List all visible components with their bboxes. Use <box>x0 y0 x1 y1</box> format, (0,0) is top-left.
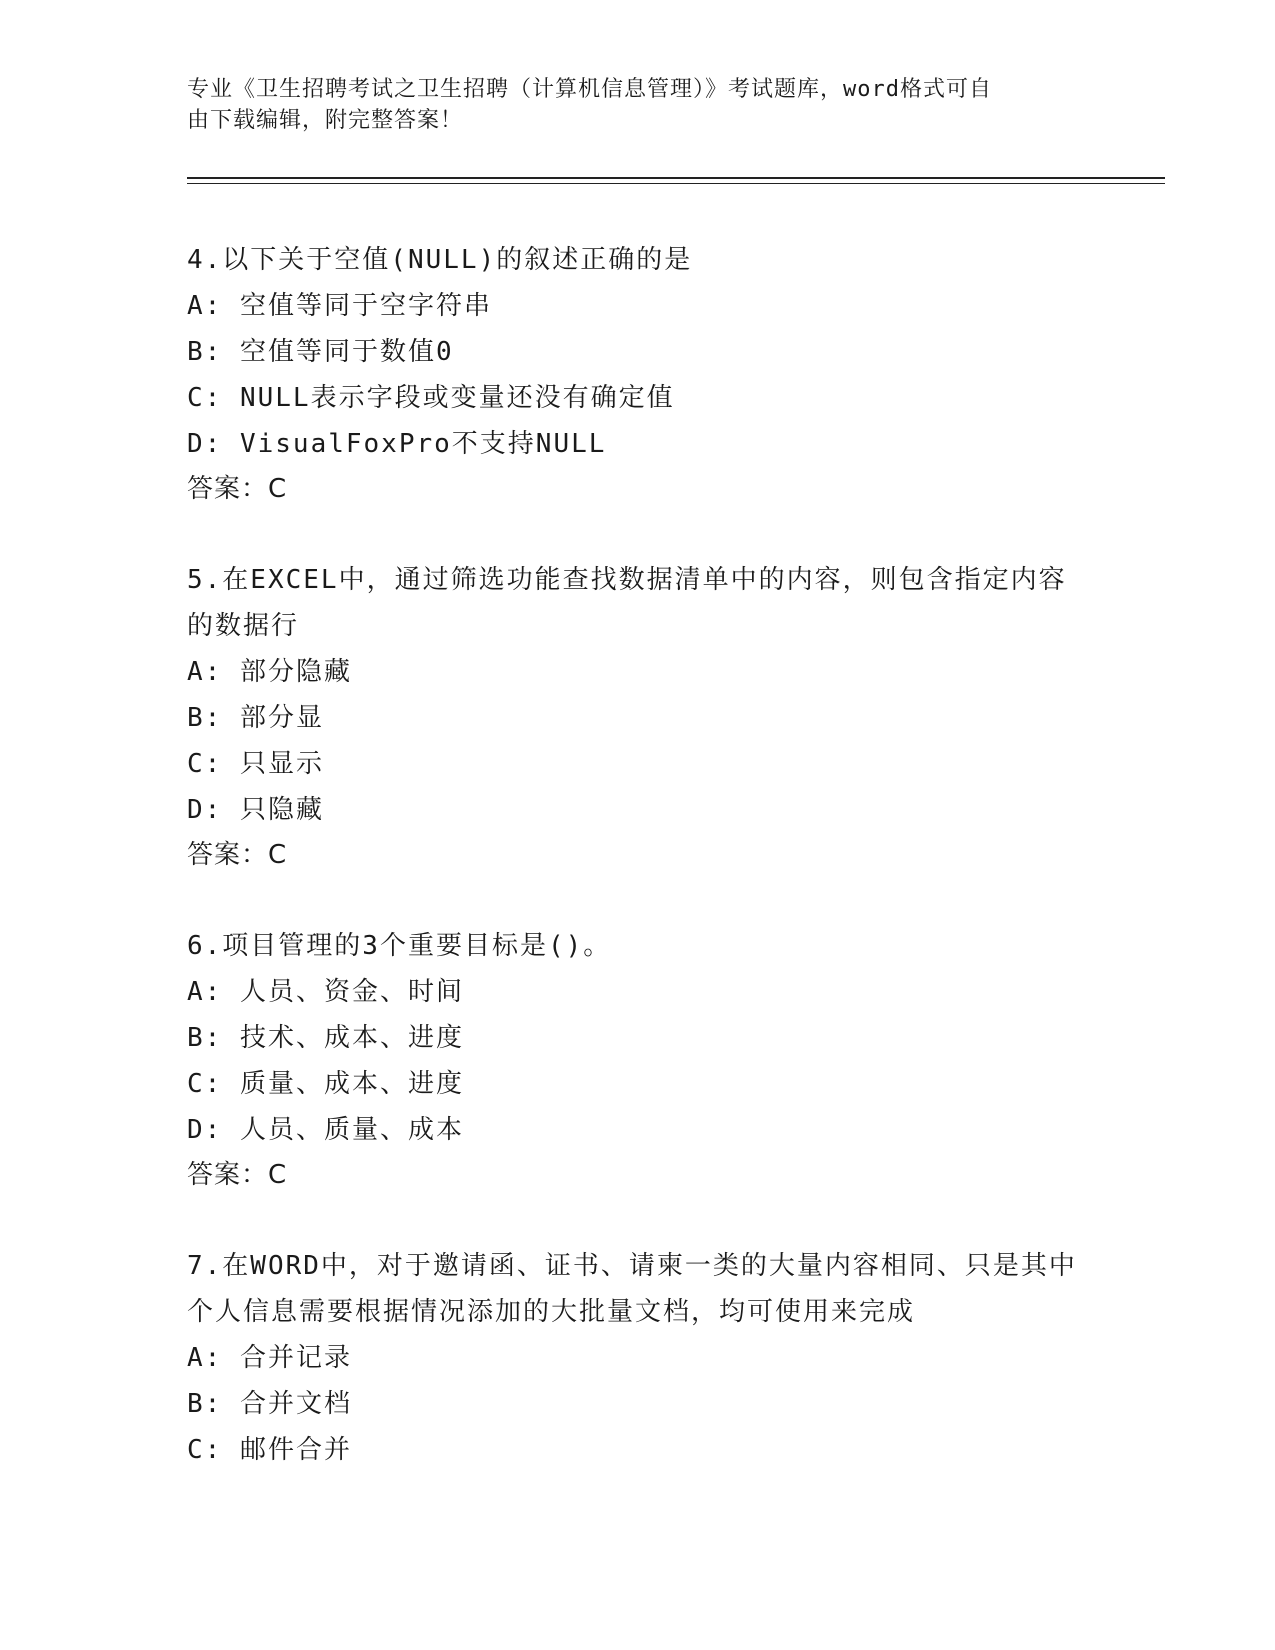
document-header <box>187 74 1067 136</box>
option-c: C: 质量、成本、进度 <box>187 1069 464 1099</box>
option-c: C: 只显示 <box>187 749 324 779</box>
question-7 <box>187 1243 1167 1473</box>
answer-label: 答案：C <box>187 1160 288 1190</box>
option-a: A: 部分隐藏 <box>187 657 352 687</box>
option-a: A: 空值等同于空字符串 <box>187 291 492 321</box>
header-divider-thin <box>187 183 1165 184</box>
option-d: D: 人员、质量、成本 <box>187 1115 464 1145</box>
question-stem: 6.项目管理的3个重要目标是()。 <box>187 931 612 961</box>
option-d: D: 只隐藏 <box>187 795 324 825</box>
option-c: C: NULL表示字段或变量还没有确定值 <box>187 383 675 413</box>
question-list <box>187 237 1167 1519</box>
question-4 <box>187 237 1167 511</box>
option-d: D: VisualFoxPro不支持NULL <box>187 429 607 459</box>
question-6 <box>187 923 1167 1197</box>
option-c: C: 邮件合并 <box>187 1435 352 1465</box>
question-5 <box>187 557 1167 877</box>
header-line-1: 专业《卫生招聘考试之卫生招聘（计算机信息管理）》考试题库，word格式可自 <box>187 77 992 102</box>
option-b: B: 空值等同于数值0 <box>187 337 454 367</box>
question-stem: 7.在WORD中，对于邀请函、证书、请柬一类的大量内容相同、只是其中个人信息需要根据情况添加的大批量文档，均可使用来完成 <box>187 1251 1077 1327</box>
header-divider-thick <box>187 177 1165 179</box>
option-b: B: 部分显 <box>187 703 324 733</box>
option-b: B: 技术、成本、进度 <box>187 1023 464 1053</box>
question-stem: 4.以下关于空值(NULL)的叙述正确的是 <box>187 245 693 275</box>
option-a: A: 人员、资金、时间 <box>187 977 464 1007</box>
option-a: A: 合并记录 <box>187 1343 352 1373</box>
question-stem: 5.在EXCEL中，通过筛选功能查找数据清单中的内容，则包含指定内容的数据行 <box>187 565 1067 641</box>
option-b: B: 合并文档 <box>187 1389 352 1419</box>
header-line-2: 由下载编辑，附完整答案！ <box>187 108 464 133</box>
answer-label: 答案：C <box>187 840 288 870</box>
answer-label: 答案：C <box>187 474 288 504</box>
